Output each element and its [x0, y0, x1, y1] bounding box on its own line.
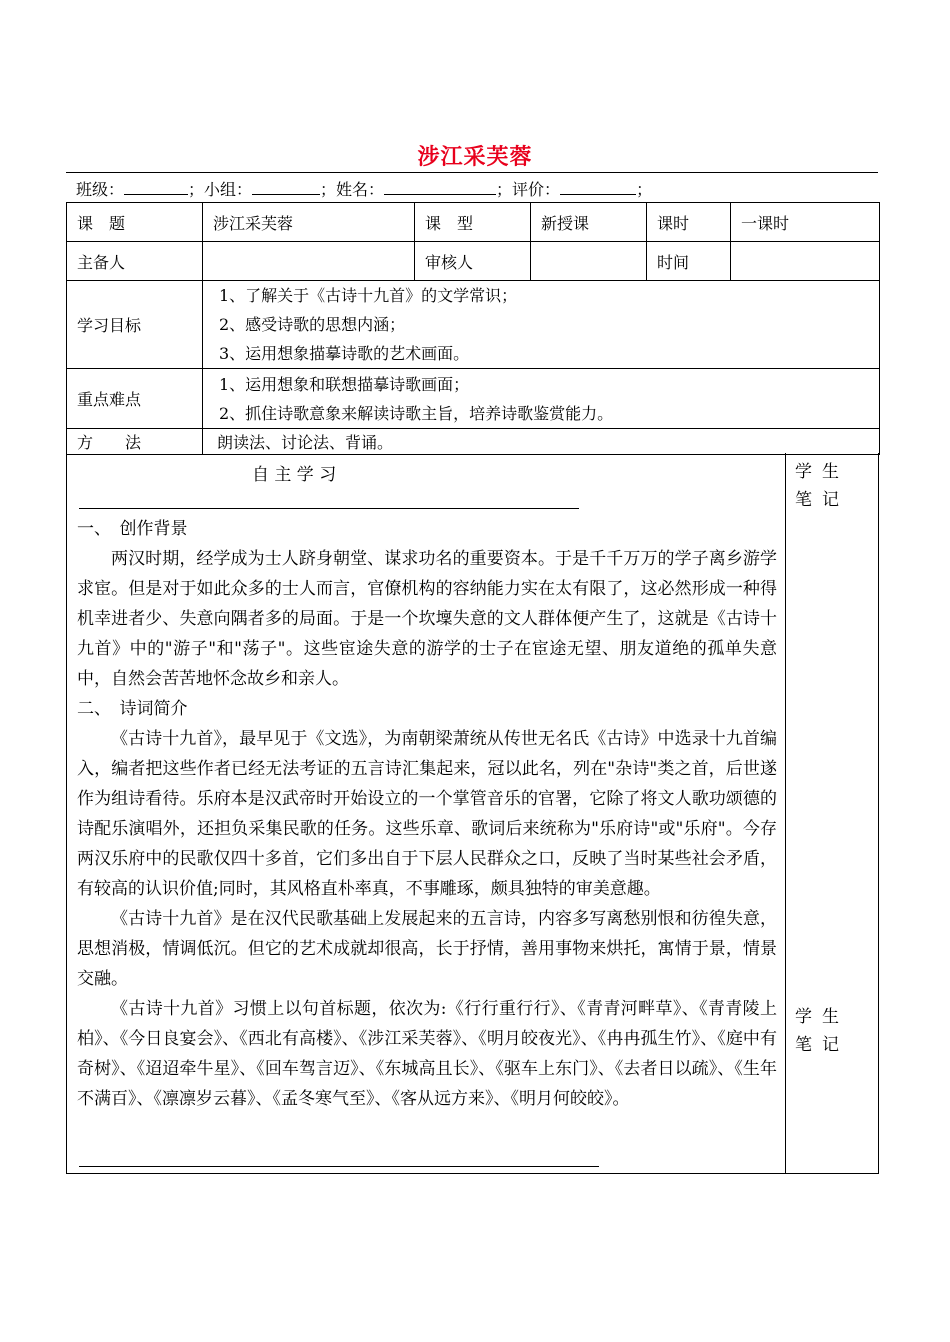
meta-row-preparer — [67, 242, 880, 281]
info-end: ； — [636, 180, 653, 199]
time-label: 时间 — [647, 242, 731, 281]
eval-label: ；评价： — [496, 180, 561, 199]
self-study-heading: 自 主 学 习 — [252, 465, 337, 485]
goal-item: 2、感受诗歌的思想内涵； — [219, 315, 406, 334]
class-blank[interactable] — [124, 180, 188, 195]
goals-list — [203, 281, 880, 369]
group-label: ；小组： — [188, 180, 253, 199]
notes-label-top: 学生笔记 — [795, 462, 849, 510]
section-intro-text: 《古诗十九首》习惯上以句首标题，依次为:《行行重行行》、《青青河畔草》、《青青陵上柏》、《今日良宴会》、《西北有高楼》、《涉江采芙蓉》、《明月皎夜光》、《冉冉孤生竹》、《庭中有奇树》、《迢迢牵牛星》、《回车驾言迈》、《东城高且长》、《驱车上东门》、《去者日以疏》、《生年不满百》、《凛凛岁云暮》、《孟冬寒气至》、《客从远方来》、《明月何皎皎》。 — [77, 999, 777, 1109]
student-info-line — [76, 177, 652, 200]
focus-label: 重点难点 — [67, 369, 203, 429]
notes-divider — [785, 453, 786, 1173]
reviewer-label: 审核人 — [415, 242, 531, 281]
self-study-section — [66, 453, 879, 1174]
group-blank[interactable] — [252, 180, 320, 195]
type-label: 课 型 — [415, 203, 531, 242]
goals-label: 学习目标 — [67, 281, 203, 369]
time-value[interactable] — [731, 242, 880, 281]
reviewer-value[interactable] — [531, 242, 647, 281]
title-underline — [66, 172, 878, 173]
study-content — [77, 514, 777, 1114]
class-label: 班级： — [76, 180, 125, 199]
hours-label: 课时 — [647, 203, 731, 242]
name-label: ；姓名： — [320, 180, 385, 199]
type-value: 新授课 — [531, 203, 647, 242]
lesson-meta-table — [66, 202, 880, 455]
method-value: 朗读法、讨论法、背诵。 — [203, 429, 880, 455]
focus-item: 2、抓住诗歌意象来解读诗歌主旨，培养诗歌鉴赏能力。 — [219, 403, 614, 423]
meta-row-topic — [67, 203, 880, 242]
focus-item: 1、运用想象和联想描摹诗歌画面； — [219, 374, 470, 394]
section-background-title: 一、 创作背景 — [77, 519, 188, 539]
topic-value: 涉江采芙蓉 — [203, 203, 415, 242]
goal-item: 1、了解关于《古诗十九首》的文学常识； — [219, 286, 518, 305]
section-intro-title: 二、 诗词简介 — [77, 699, 188, 719]
focus-list — [203, 369, 880, 429]
preparer-label: 主备人 — [67, 242, 203, 281]
meta-row-goals — [67, 281, 880, 369]
section-intro-text: 《古诗十九首》，最早见于《文选》，为南朝梁萧统从传世无名氏《古诗》中选录十九首编入，编者把这些作者已经无法考证的五言诗汇集起来，冠以此名，列在"杂诗"类之首，后世遂作为组诗看待。乐府本是汉武帝时开始设立的一个掌管音乐的官署，它除了将文人歌功颂德的诗配乐演唱外，还担负采集民歌的任务。这些乐章、歌词后来统称为"乐府诗"或"乐府"。今存两汉乐府中的民歌仅四十多首，它们多出自于下层人民群众之口，反映了当时某些社会矛盾，有较高的认识价值;同时，其风格直朴率真，不事雕琢，颇具独特的审美意趣。 — [77, 729, 777, 899]
meta-row-method — [67, 429, 880, 455]
preparer-value[interactable] — [203, 242, 415, 281]
eval-blank[interactable] — [560, 180, 636, 195]
meta-row-focus — [67, 369, 880, 429]
method-label: 方 法 — [67, 429, 203, 455]
page-title: 涉江采芙蓉 — [417, 144, 533, 170]
name-blank[interactable] — [384, 180, 496, 195]
goal-item: 3、运用想象描摹诗歌的艺术画面。 — [219, 344, 470, 363]
hours-value: 一课时 — [731, 203, 880, 242]
topic-label: 课 题 — [67, 203, 203, 242]
heading-rule — [79, 508, 579, 509]
section-intro-text: 《古诗十九首》是在汉代民歌基础上发展起来的五言诗，内容多写离愁别恨和彷徨失意，思想消极，情调低沉。但它的艺术成就却很高，长于抒情，善用事物来烘托，寓情于景，情景交融。 — [77, 909, 777, 989]
bottom-rule — [79, 1166, 599, 1167]
notes-label-bottom: 学生笔记 — [795, 1007, 849, 1055]
section-background-text: 两汉时期，经学成为士人跻身朝堂、谋求功名的重要资本。于是千千万万的学子离乡游学求宦。但是对于如此众多的士人而言，官僚机构的容纳能力实在太有限了，这必然形成一种得机幸进者少、失意向隅者多的局面。于是一个坎壈失意的文人群体便产生了，这就是《古诗十九首》中的"游子"和"荡子"。这些宦途失意的游学的士子在宦途无望、朋友道绝的孤单失意中，自然会苦苦地怀念故乡和亲人。 — [77, 549, 777, 689]
